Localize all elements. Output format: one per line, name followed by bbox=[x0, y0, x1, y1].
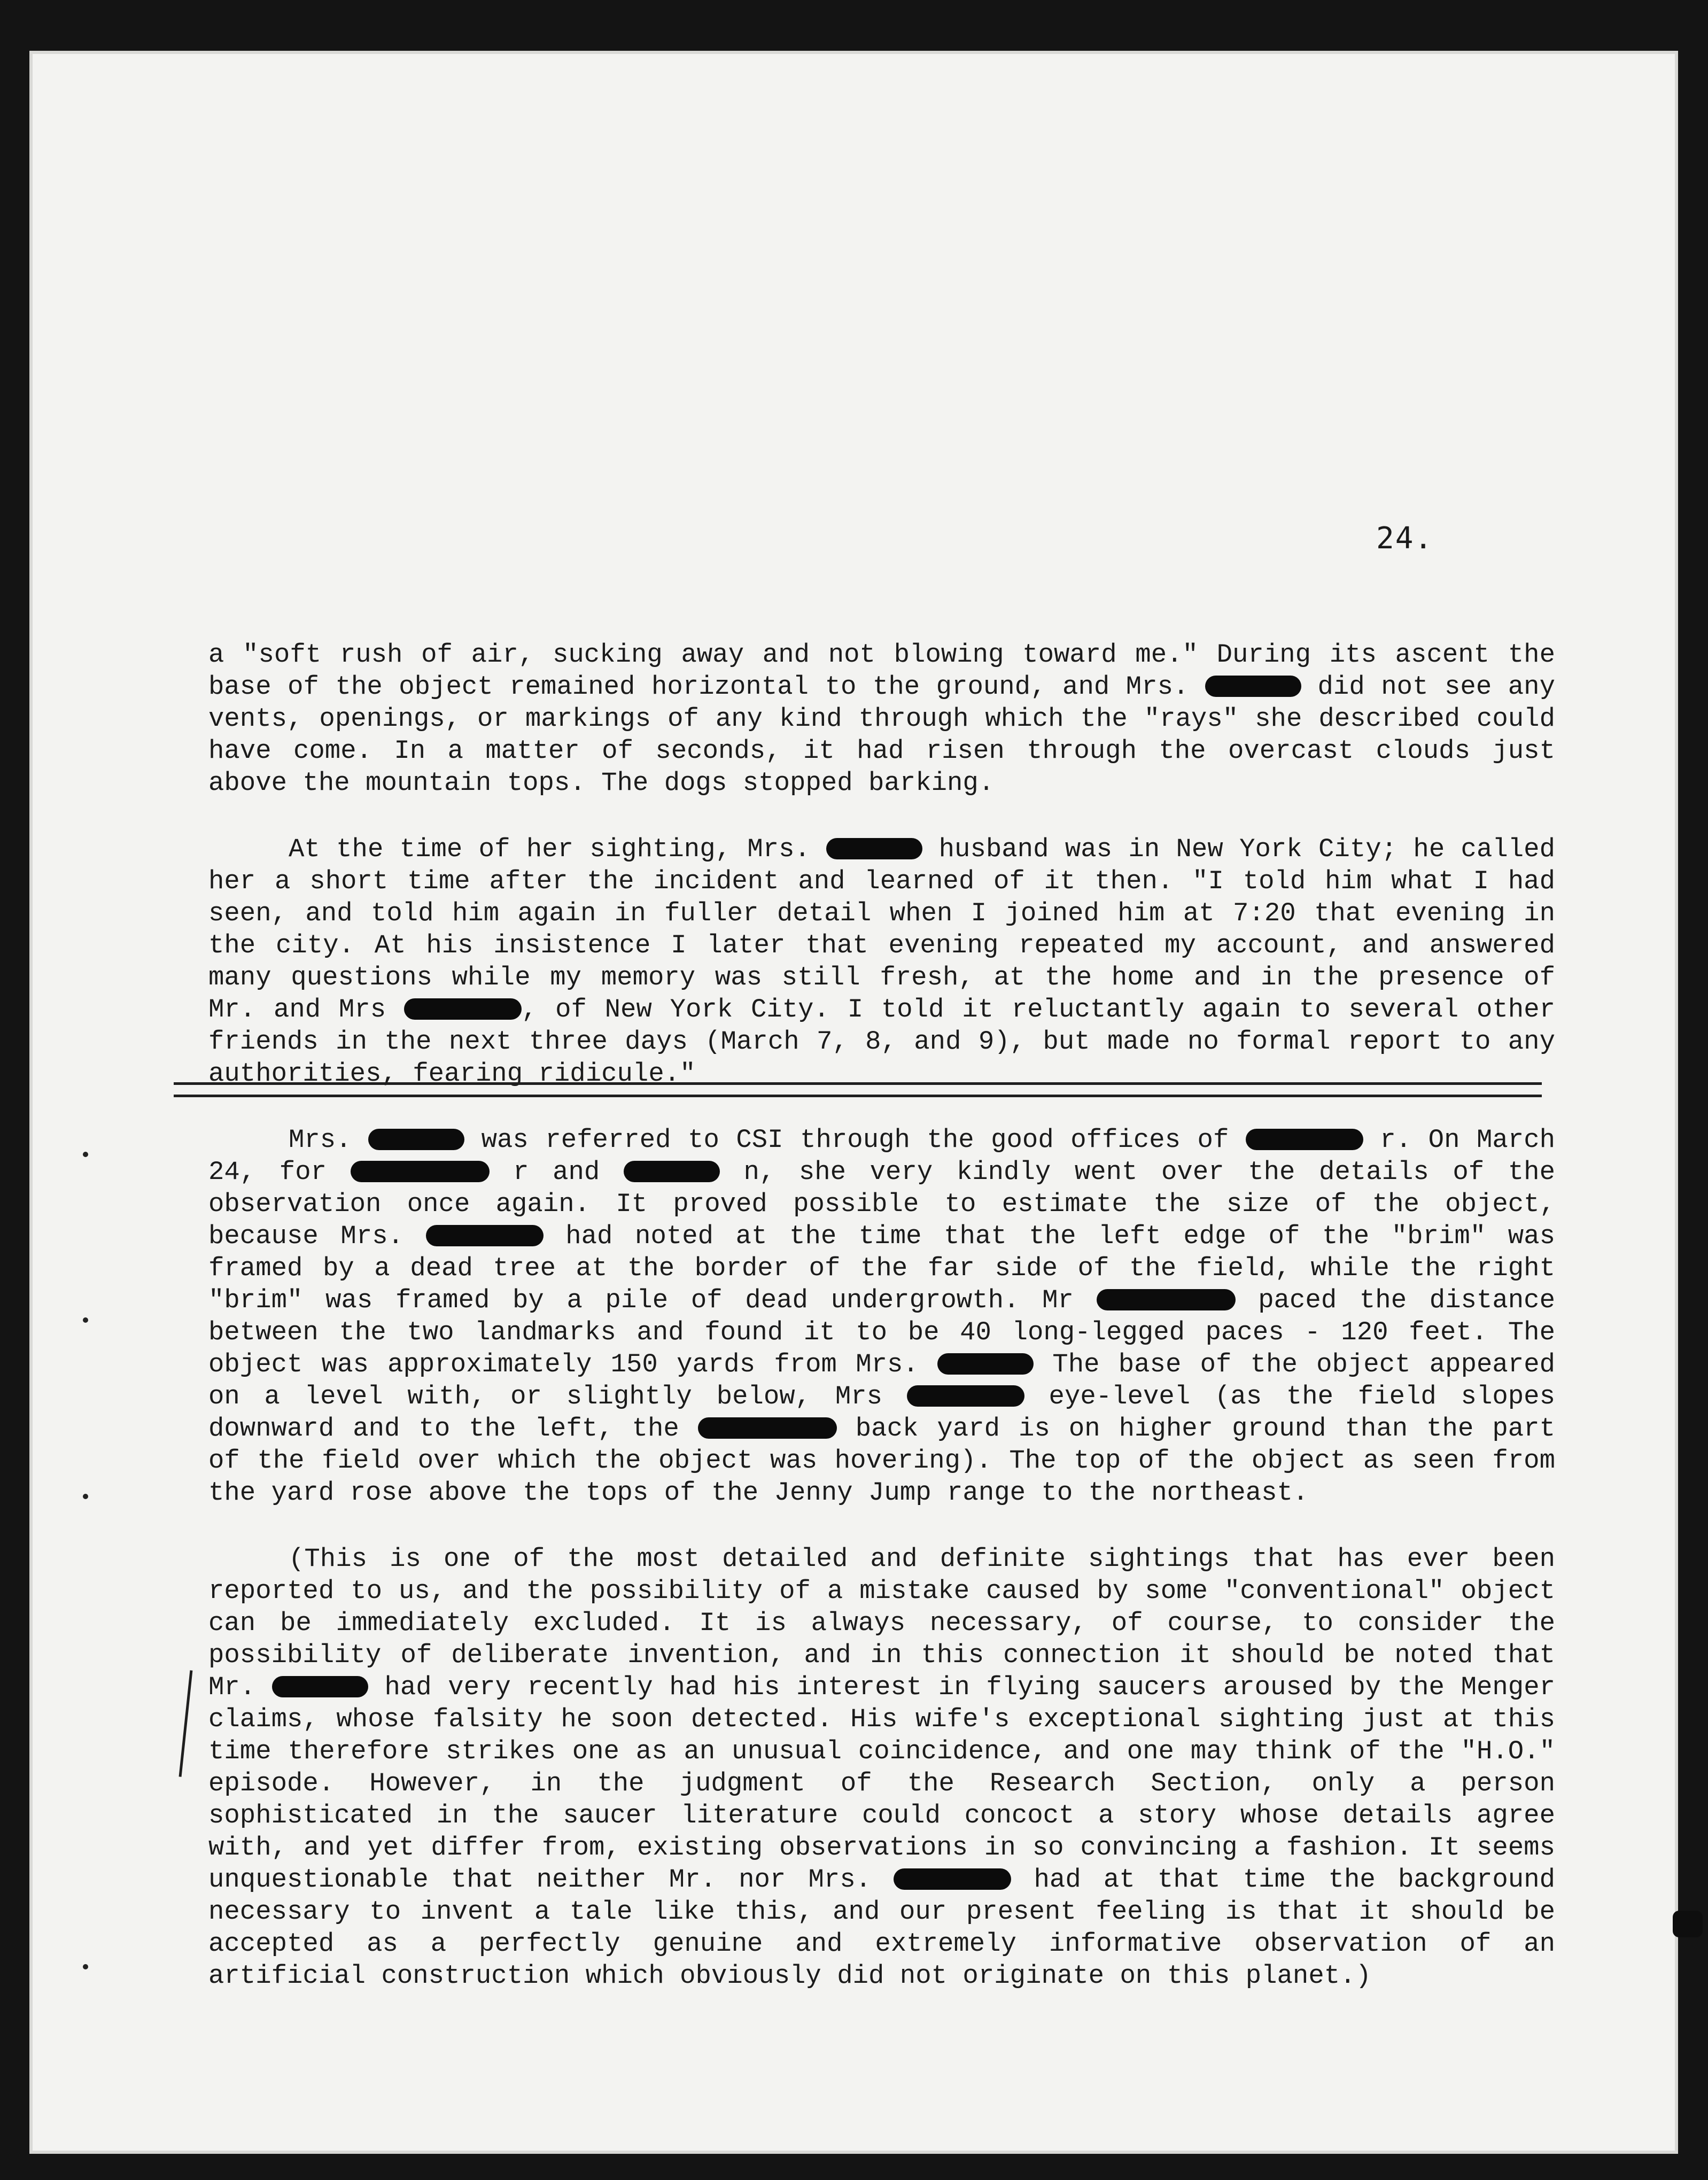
redaction-bar bbox=[404, 998, 522, 1020]
document-page bbox=[29, 51, 1678, 2154]
paragraph-assessment: (This is one of the most detailed and definite sightings that has ever been reported to us, and the possibility of a mistake caused by some "conventional" object can be immediately excluded. It is always necessary, of course, to consider the possibility of deliberate invention, and in this connection it should be noted that Mr. had very recently had his interest in flying saucers aroused by the Menger claims, whose falsity he soon detected. His wife's exceptional sighting just at this time therefore strikes one as an unusual coincidence, and one may think of the "H.O." episode. However, in the judgment of the Research Section, only a person sophisticated in the saucer literature could concoct a story whose details agree with, and yet differ from, existing observations in so convincing a fashion. It seems unquestionable that neither Mr. nor Mrs. had at that time the background necessary to invent a tale like this, and our present feeling is that it should be accepted as a perfectly genuine and extremely informative observation of an artificial construction which obviously did not originate on this planet.) bbox=[208, 1544, 1556, 1991]
redaction-bar bbox=[894, 1868, 1011, 1890]
redaction-bar bbox=[907, 1385, 1024, 1407]
margin-dot bbox=[83, 1317, 88, 1323]
redaction-bar bbox=[272, 1676, 368, 1697]
redaction-bar bbox=[351, 1161, 490, 1182]
margin-dot bbox=[83, 1494, 88, 1499]
margin-dot bbox=[83, 1964, 88, 1969]
redaction-bar bbox=[937, 1353, 1034, 1375]
double-rule-divider bbox=[174, 1082, 1542, 1097]
redaction-bar bbox=[1097, 1289, 1236, 1310]
redaction-bar bbox=[698, 1417, 837, 1439]
redaction-bar bbox=[1246, 1129, 1363, 1150]
paragraph-husband-account: At the time of her sighting, Mrs. husband was in New York City; he called her a short time after the incident and learned of it then. "I told him what I had seen, and told him again in fuller detail when I joined him at 7:20 that evening in the city. At his insistence I later that evening repeated my account, and answered many questions while my memory was still fresh, at the home and in the presence of Mr. and Mrs , of New York City. I told it reluctantly again to several other friends in the next three days (March 7, 8, and 9), but made no formal report to any authorities, fearing ridicule." bbox=[208, 834, 1555, 1089]
page-number: 24. bbox=[1376, 521, 1434, 556]
margin-dot bbox=[83, 1152, 88, 1157]
paragraph-ascent: a "soft rush of air, sucking away and not blowing toward me." During its ascent the base of the object remained horizontal to the ground, and Mrs. did not see any vents, openings, or markings of any kind through which the "rays" she described could have come. In a matter of seconds, it had risen through the overcast clouds just above the mountain tops. The dogs stopped barking. bbox=[208, 640, 1555, 798]
redaction-bar bbox=[826, 838, 922, 859]
document-body bbox=[208, 639, 1555, 2026]
redaction-bar bbox=[624, 1161, 720, 1182]
paragraph-csi-referral: Mrs. was referred to CSI through the good offices of r. On March 24, for r and n, she very kindly went over the details of the observation once again. It proved possible to estimate the size of the object, because Mrs. had noted at the time that the left edge of the "brim" was framed by a dead tree at the border of the far side of the field, while the right "brim" was framed by a pile of dead undergrowth. Mr paced the distance between the two landmarks and found it to be 40 long-legged paces - 120 feet. The object was approximately 150 yards from Mrs. The base of the object appeared on a level with, or slightly below, Mrs eye-level (as the field slopes downward and to the left, the back yard is on higher ground than the part of the field over which the object was hovering). The top of the object as seen from the yard rose above the tops of the Jenny Jump range to the northeast. bbox=[208, 1125, 1556, 1508]
redaction-bar bbox=[1205, 676, 1301, 697]
margin-annotation-line bbox=[179, 1670, 193, 1776]
redaction-bar bbox=[368, 1129, 464, 1150]
edge-mark bbox=[1673, 1911, 1703, 1937]
redaction-bar bbox=[426, 1225, 544, 1246]
